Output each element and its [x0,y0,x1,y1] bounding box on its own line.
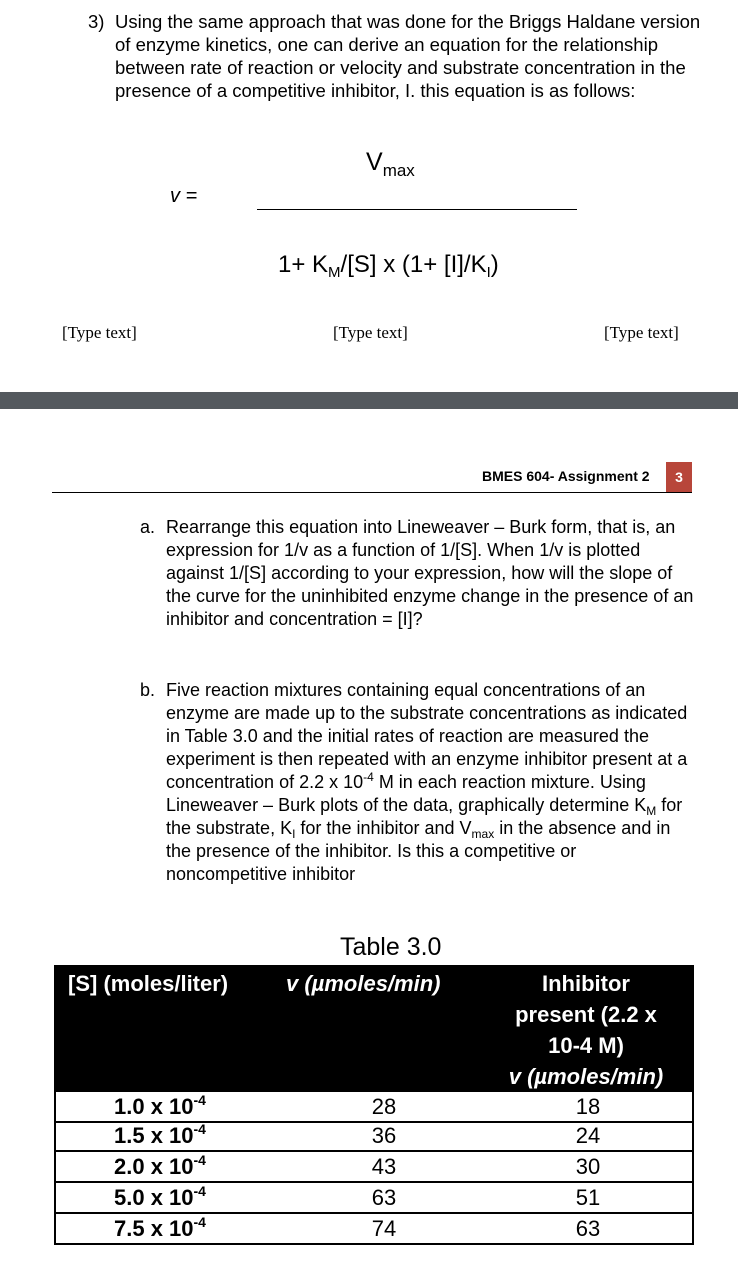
cell-inhibited-velocity: 63 [575,1216,601,1241]
vmax-subscript: max [382,161,415,180]
footer-center-placeholder[interactable]: [Type text] [333,323,408,342]
header-inhibitor-line-4 [486,1061,686,1092]
part-b-text [166,679,700,886]
substrate-base: 5.0 x 10 [114,1185,194,1210]
part-b-label: b. [140,680,156,700]
data-table [54,965,694,1241]
table-row [54,1183,694,1214]
header-inhibitor-line-3: 10-4 M) [548,1033,624,1058]
part-b-text-5: in the absence and in the presence of the inhibitor. Is this a competitive or noncompetitive inhibitor [166,818,671,884]
fraction-bar [257,209,577,210]
header-velocity [286,968,486,999]
header-inhibitor-line-2: present (2.2 x [515,1002,657,1027]
question-3-text: Using the same approach that was done for the Briggs Haldane version of enzyme kinetics, one can derive an equation for the relationship between rate of reaction or velocity and substrate concentration in the presence of a competitive inhibitor, I. this equation is as follows: [115,11,701,101]
part-b [140,679,700,886]
part-b-text-1: Five reaction mixtures containing equal concentrations of an enzyme are made up to the substrate concentrations as indicated in Table 3.0 and the initial rates of reaction are measured the experiment is then repeated with an enzyme inhibitor present at a concentration of 2.2 x 10 [166,680,688,792]
table-row [54,1214,694,1245]
substrate-exponent: -4 [193,1092,206,1108]
substrate-exponent: -4 [193,1121,206,1137]
cell-substrate [114,1121,206,1150]
part-b-text-4: for the inhibitor and V [295,818,472,838]
ki-subscript: I [486,264,491,281]
footer-left-placeholder[interactable]: [Type text] [62,323,137,342]
page-break-band [0,392,738,409]
equation-denominator [278,251,499,281]
substrate-base: 7.5 x 10 [114,1216,194,1241]
cell-velocity: 63 [371,1185,397,1210]
cell-inhibited-velocity: 51 [575,1185,601,1210]
substrate-base: 1.5 x 10 [114,1123,194,1148]
question-3 [88,10,708,102]
part-b-text-2: M in each reaction mixture. Using Lineweaver – Burk plots of the data, graphically determine K [166,772,647,815]
substrate-base: 2.0 x 10 [114,1154,194,1179]
table-row [54,1152,694,1183]
denom-part-1: 1+ K [278,251,329,278]
table-caption: Table 3.0 [340,933,442,961]
substrate-exponent: -4 [193,1214,206,1230]
part-a [140,516,700,631]
cell-inhibited-velocity: 30 [575,1154,601,1179]
header-substrate: [S] (moles/liter) [68,971,229,996]
table-header [54,965,694,1090]
km-subscript: M [328,264,341,281]
ki-sub: I [292,827,296,841]
header-inhibitor [486,968,686,1092]
cell-velocity: 28 [371,1094,397,1119]
part-b-text-3: for the substrate, K [166,795,683,838]
header-inhibitor-line-1: Inhibitor [542,971,630,996]
footer-right-placeholder[interactable]: [Type text] [604,323,679,342]
cell-substrate [114,1092,206,1121]
cell-velocity: 74 [371,1216,397,1241]
part-b-exponent: -4 [363,770,374,784]
vmax-sub: max [471,827,495,841]
vmax-symbol: V [366,148,383,176]
substrate-base: 1.0 x 10 [114,1094,194,1119]
cell-inhibited-velocity: 18 [575,1094,601,1119]
cell-substrate [114,1183,206,1212]
cell-velocity: 43 [371,1154,397,1179]
cell-substrate [114,1152,206,1181]
cell-velocity: 36 [371,1123,397,1148]
table-row [54,1090,694,1123]
substrate-exponent: -4 [193,1183,206,1199]
header-rule [52,492,692,493]
denom-part-2: /[S] x (1+ [I]/K [340,251,487,278]
part-a-label: a. [140,517,156,537]
table-row [54,1121,694,1152]
page-header-title: BMES 604- Assignment 2 [482,468,650,484]
question-number: 3) [88,11,105,32]
equation-lhs: v = [170,185,198,207]
equation-numerator [366,148,415,181]
cell-substrate [114,1214,206,1243]
substrate-exponent: -4 [193,1152,206,1168]
header-inhibitor-velocity: v (µmoles/min) [508,1064,664,1089]
part-a-text: Rearrange this equation into Lineweaver – Burk form, that is, an expression for 1/v as a function of 1/[S]. When 1/v is plotted against 1/[S] according to your expression, how will the slope of the curve for the uninhibited enzyme change in the presence of an inhibitor and concentration = [I]? [166,517,694,629]
denom-part-3: ) [490,251,499,278]
cell-inhibited-velocity: 24 [575,1123,601,1148]
header-velocity-text: v (µmoles/min) [286,971,441,996]
km-sub: M [646,804,657,818]
page-number-badge: 3 [666,462,692,492]
